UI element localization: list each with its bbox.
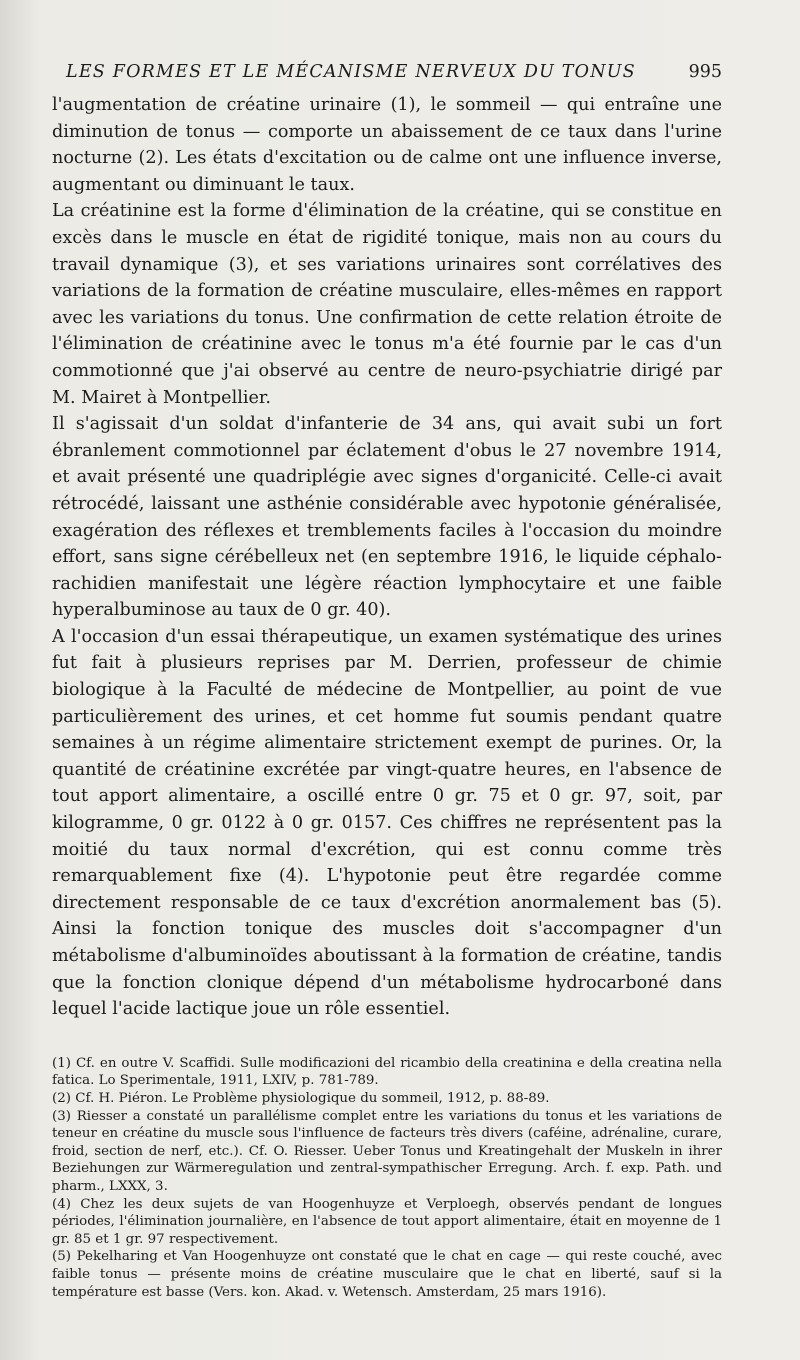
footnote-separator (52, 1023, 722, 1055)
paragraph-3: Il s'agissait d'un soldat d'infanterie de 34 ans, qui avait subi un fort ébranlement commotionnel par éclatement d'obus le 27 novembre 1914, et avait présenté une quadriplégie avec signes d'organicité. Celle-ci avait rétrocédé, laissant une asthénie considérable avec hypotonie généralisée, exagération des réflexes et tremblements faciles à l'occasion du moindre effort, sans signe cérébelleux net (en septembre 1916, le liquide céphalo-rachidien manifestait une légère réaction lymphocytaire et une faible hyperalbuminose au taux de 0 gr. 40). (52, 414, 722, 621)
footnote-5: (5) Pekelharing et Van Hoogenhuyze ont constaté que le chat en cage — qui reste couché, avec faible tonus — présente moins de créatine musculaire que le chat en liberté, sauf si la température est basse (Vers. kon. Akad. v. Wetensch. Amsterdam, 25 mars 1916). (52, 1249, 722, 1300)
running-title: LES FORMES ET LE MÉCANISME NERVEUX DU TONUS (66, 62, 636, 82)
body-text (52, 92, 722, 1023)
footnote-4: (4) Chez les deux sujets de van Hoogenhuyze et Verploegh, observés pendant de longues périodes, l'élimination journalière, en l'absence de tout apport alimentaire, était en moyenne de 1 gr. 85 et 1 gr. 97 respectivement. (52, 1196, 722, 1247)
page-number: 995 (688, 62, 722, 82)
footnote-1: (1) Cf. en outre V. Scaffidi. Sulle modificazioni del ricambio della creatinina e della creatina nella fatica. Lo Sperimentale, 1911, LXIV, p. 781-789. (52, 1055, 722, 1089)
footnote-3: (3) Riesser a constaté un parallélisme complet entre les variations du tonus et les variations de teneur en créatine du muscle sous l'influence de facteurs très divers (caféine, adrénaline, curare, froid, section de nerf, etc.). Cf. O. Riesser. Ueber Tonus und Kreatingehalt der Muskeln in ihrer Beziehungen zur Wärmeregulation und zentral-sympathischer Erregung. Arch. f. exp. Path. und pharm., LXXX, 3. (52, 1108, 722, 1194)
paragraph-4: A l'occasion d'un essai thérapeutique, un examen systématique des urines fut fait à plusieurs reprises par M. Derrien, professeur de chimie biologique à la Faculté de médecine de Montpellier, au point de vue particulièrement des urines, et cet homme fut soumis pendant quatre semaines à un régime alimentaire strictement exempt de purines. Or, la quantité de créatinine excrétée par vingt-quatre heures, en l'absence de tout apport alimentaire, a oscillé entre 0 gr. 75 et 0 gr. 97, soit, par kilogramme, 0 gr. 0122 à 0 gr. 0157. Ces chiffres ne représentent pas la moitié du taux normal d'excrétion, qui est connu comme très remarquablement fixe (4). L'hypotonie peut être regardée comme directement responsable de ce taux d'excrétion anormalement bas (5). Ainsi la fonction tonique des muscles doit s'accompagner d'un métabolisme d'albuminoïdes aboutissant à la formation de créatine, tandis que la fonction clonique dépend d'un métabolisme hydrocarboné dans lequel l'acide lactique joue un rôle essentiel. (52, 626, 722, 1020)
running-header (66, 62, 722, 82)
footnotes (52, 1055, 722, 1301)
paragraph-2: La créatinine est la forme d'élimination de la créatine, qui se constitue en excès dans le muscle en état de rigidité tonique, mais non au cours du travail dynamique (3), et ses variations urinaires sont corrélatives des variations de la formation de créatine musculaire, elles-mêmes en rapport avec les variations du tonus. Une confirmation de cette relation étroite de l'élimination de créatinine avec le tonus m'a été fournie par le cas d'un commotionné que j'ai observé au centre de neuro-psychiatrie dirigé par M. Mairet à Montpellier. (52, 201, 722, 408)
paragraph-1: l'augmentation de créatine urinaire (1), le sommeil — qui entraîne une diminution de tonus — comporte un abaissement de ce taux dans l'urine nocturne (2). Les états d'excitation ou de calme ont une influence inverse, augmentant ou diminuant le taux. (52, 95, 722, 195)
footnote-2: (2) Cf. H. Piéron. Le Problème physiologique du sommeil, 1912, p. 88-89. (52, 1090, 550, 1106)
